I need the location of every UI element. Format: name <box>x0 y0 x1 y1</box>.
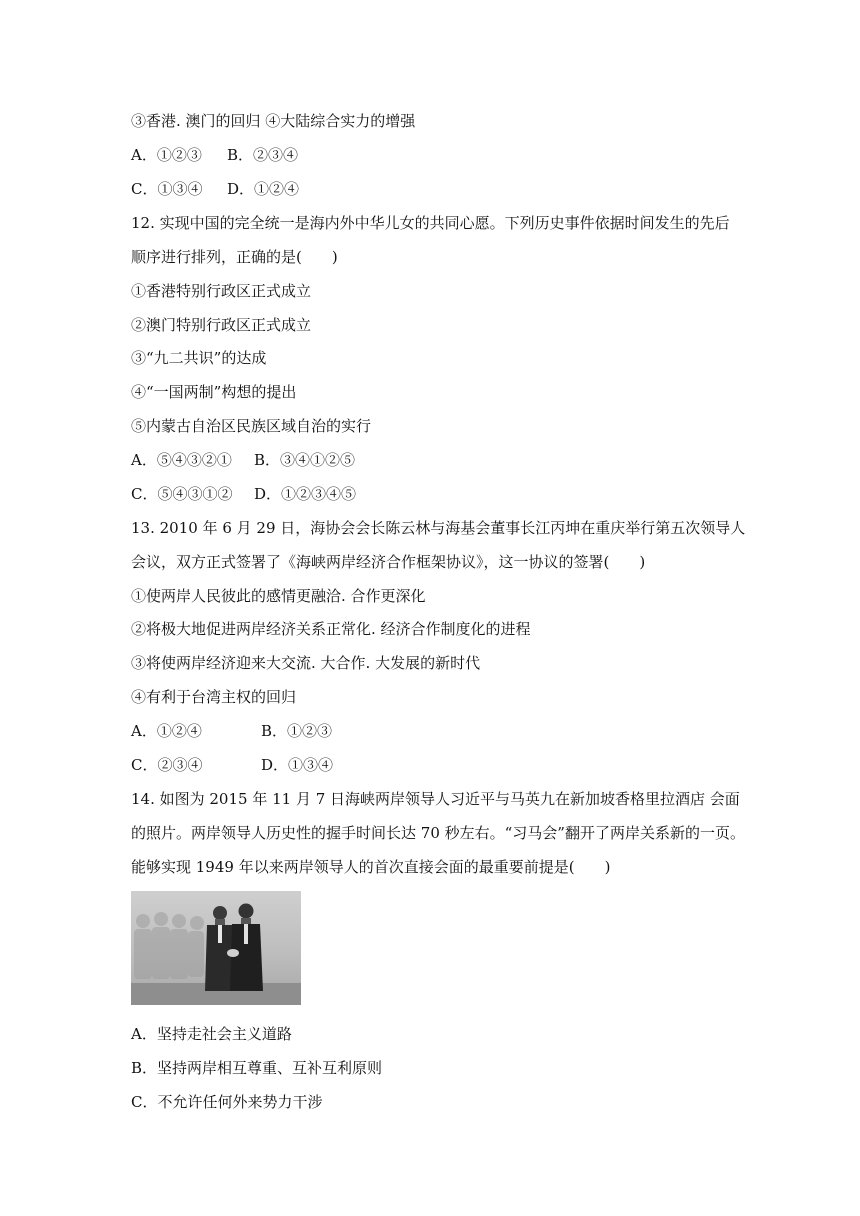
question-13-stem: 13. 2010 年 6 月 29 日，海协会会长陈云林与海基会董事长江丙坤在重庆举行第五次领导人 <box>131 519 746 537</box>
option-a: A．①②④ <box>131 722 202 740</box>
statement-item: ①香港特别行政区正式成立 <box>131 282 312 300</box>
handshake-photo-drawing <box>131 891 301 1005</box>
question-14-stem: 14. 如图为 2015 年 11 月 7 日海峡两岸领导人习近平与马英九在新加坡香格里拉酒店 会面 <box>131 790 740 808</box>
answer-options <box>131 755 333 775</box>
option-c: C．⑤④③①② <box>131 485 233 503</box>
question-12-stem: 12. 实现中国的完全统一是海内外中华儿女的共同心愿。下列历史事件依据时间发生的先后 <box>131 214 730 232</box>
question-13-stem: 会议，双方正式签署了《海峡两岸经济合作框架协议》，这一协议的签署( ) <box>131 553 646 571</box>
question-14-stem: 能够实现 1949 年以来两岸领导人的首次直接会面的最重要前提是( ) <box>131 858 611 876</box>
statement-item: ⑤内蒙古自治区民族区域自治的实行 <box>131 417 372 435</box>
option-c: C．不允许任何外来势力干涉 <box>131 1093 323 1111</box>
option-b: B．②③④ <box>227 146 299 164</box>
statement-item: ②澳门特别行政区正式成立 <box>131 316 312 334</box>
answer-options <box>131 145 298 165</box>
option-a: A．⑤④③②① <box>131 451 232 469</box>
statement-item: ④有利于台湾主权的回归 <box>131 688 297 706</box>
statement-item: ③将使两岸经济迎来大交流. 大合作. 大发展的新时代 <box>131 654 481 672</box>
statement-item: ①使两岸人民彼此的感情更融洽. 合作更深化 <box>131 587 426 605</box>
answer-options <box>131 721 332 741</box>
question-14-stem: 的照片。两岸领导人历史性的握手时间长达 70 秒左右。“习马会”翻开了两岸关系新的一页。 <box>131 824 745 842</box>
text-line: ③香港. 澳门的回归 ④大陆综合实力的增强 <box>131 112 416 130</box>
option-a: A．①②③ <box>131 146 202 164</box>
option-a: A．坚持走社会主义道路 <box>131 1025 292 1043</box>
statement-item: ③“九二共识”的达成 <box>131 349 267 367</box>
option-d: D．①②④ <box>227 180 300 198</box>
option-b: B．③④①②⑤ <box>254 451 356 469</box>
handshake-photo <box>131 891 301 1005</box>
statement-item: ②将极大地促进两岸经济关系正常化. 经济合作制度化的进程 <box>131 620 531 638</box>
option-c: C．②③④ <box>131 756 203 774</box>
answer-options <box>131 484 356 504</box>
statement-item: ④“一国两制”构想的提出 <box>131 383 297 401</box>
option-d: D．①②③④⑤ <box>254 485 357 503</box>
answer-options <box>131 450 355 470</box>
option-b: B．①②③ <box>261 722 333 740</box>
option-c: C．①③④ <box>131 180 203 198</box>
option-b: B．坚持两岸相互尊重、互补互利原则 <box>131 1059 383 1077</box>
answer-options <box>131 179 299 199</box>
option-d: D．①③④ <box>261 756 334 774</box>
question-12-stem: 顺序进行排列，正确的是( ) <box>131 248 338 266</box>
